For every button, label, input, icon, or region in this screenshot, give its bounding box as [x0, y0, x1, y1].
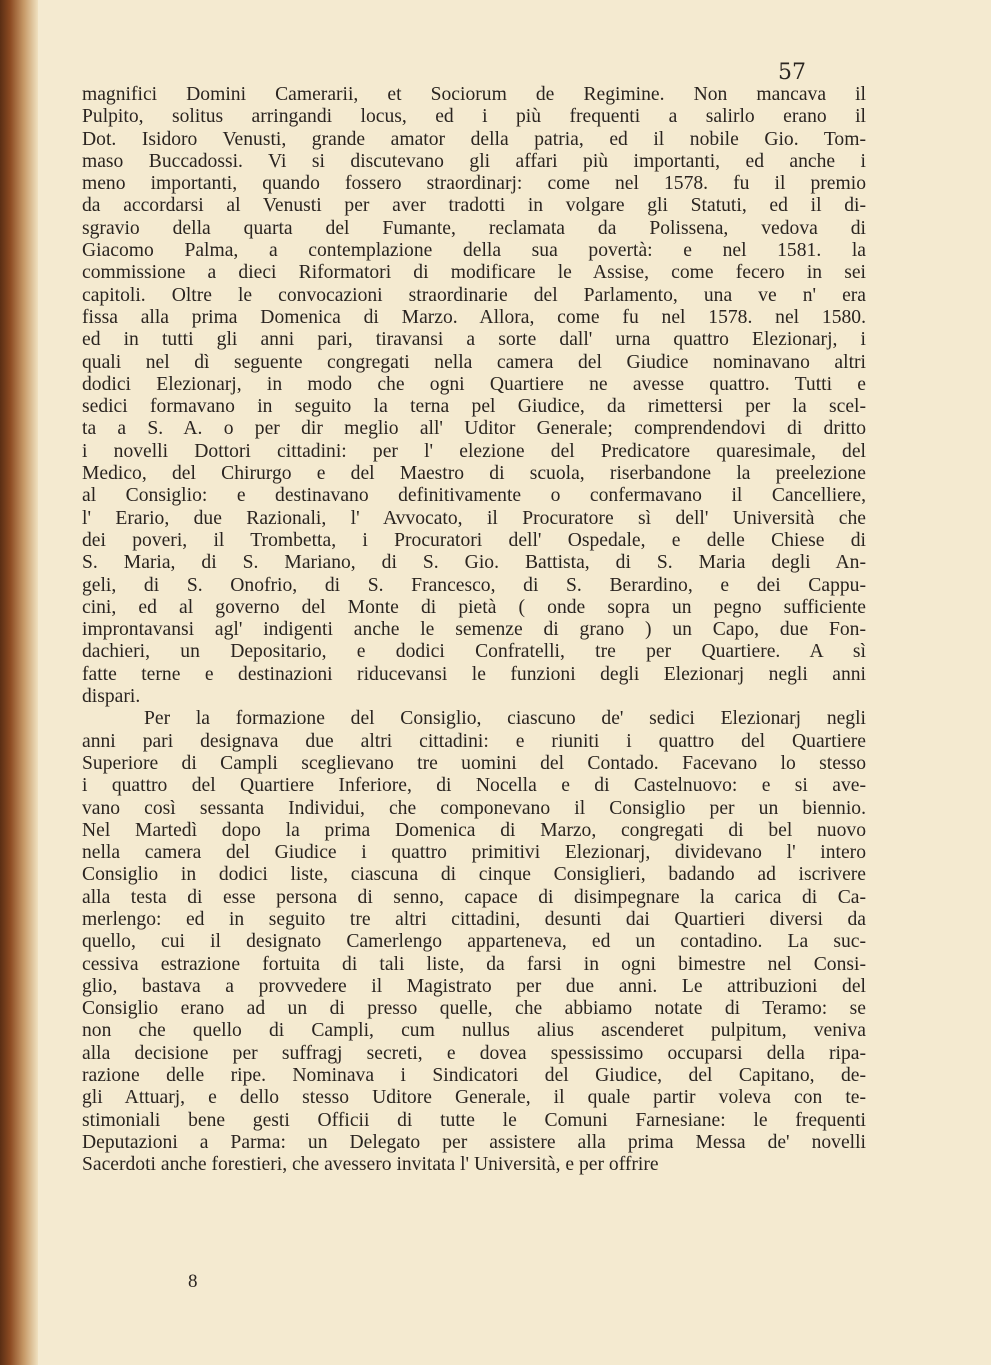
text-line: ta a S. A. o per dir meglio all' Uditor Generale; comprendendovi di dritto [82, 418, 866, 440]
text-line: quello, cui il designato Camerlengo apparteneva, ed un contadino. La suc- [82, 931, 866, 953]
text-line: gli Attuarj, e dello stesso Uditore Generale, il quale partir voleva con te- [82, 1087, 866, 1109]
text-line: merlengo: ed in seguito tre altri cittadini, desunti dai Quartieri diversi da [82, 908, 866, 930]
text-line: dachieri, un Depositario, e dodici Confratelli, tre per Quartiere. A sì [82, 641, 866, 663]
text-line: Sacerdoti anche forestieri, che avessero invitata l' Università, e per offrire [82, 1154, 659, 1176]
text-line: magnifici Domini Camerarii, et Sociorum de Regimine. Non mancava il [82, 84, 866, 105]
text-line: alla testa di esse persona di senno, capace di disimpegnare la carica di Ca- [82, 886, 866, 908]
text-line: nella camera del Giudice i quattro primitivi Elezionarj, dividevano l' intero [82, 842, 866, 864]
text-line: al Consiglio: e destinavano definitivamente o confermavano il Cancelliere, [82, 485, 866, 507]
text-line: geli, di S. Onofrio, di S. Francesco, di S. Berardino, e dei Cappu- [82, 574, 866, 596]
text-line: dispari. [82, 686, 141, 708]
text-line: non che quello di Campli, cum nullus alius ascenderet pulpitum, veniva [82, 1020, 866, 1042]
text-line: dodici Elezionarj, in modo che ogni Quartiere ne avesse quattro. Tutti e [82, 373, 866, 395]
text-line: i novelli Dottori cittadini: per l' elezione del Predicatore quaresimale, del [82, 440, 866, 462]
text-line: glio, bastava a provvedere il Magistrato per due anni. Le attribuzioni del [82, 975, 866, 997]
text-line: alla decisione per suffragj secreti, e dovea spessissimo occuparsi della ripa- [82, 1042, 866, 1064]
text-line: stimoniali bene gesti Officii di tutte le Comuni Farnesiane: le frequenti [82, 1109, 866, 1131]
text-line: sgravio della quarta del Fumante, reclamata da Polissena, vedova di [82, 217, 866, 239]
text-line: vano così sessanta Individui, che componevano il Consiglio per un biennio. [82, 797, 866, 819]
text-line: dei poveri, il Trombetta, i Procuratori dell' Ospedale, e delle Chiese di [82, 529, 866, 551]
text-line: capitoli. Oltre le convocazioni straordinarie del Parlamento, una ve n' era [82, 284, 866, 306]
binding-gutter [0, 0, 38, 1365]
text-line: Consiglio erano ad un di presso quelle, che abbiamo notate di Teramo: se [82, 998, 866, 1020]
text-line: maso Buccadossi. Vi si discutevano gli affari più importanti, ed anche i [82, 150, 866, 172]
text-line: Per la formazione del Consiglio, ciascuno de' sedici Elezionarj negli [144, 708, 866, 730]
text-line: Giacomo Palma, a contemplazione della sua povertà: e nel 1581. la [82, 240, 866, 262]
text-line: Consiglio in dodici liste, ciascuna di cinque Consiglieri, badando ad iscrivere [82, 864, 866, 886]
body-text [82, 84, 866, 1177]
text-line: Superiore di Campli sceglievano tre uomini del Contado. Facevano lo stesso [82, 752, 866, 774]
text-line: i quattro del Quartiere Inferiore, di Nocella e di Castelnuovo: e si ave- [82, 775, 866, 797]
text-line: da accordarsi al Venusti per aver tradotti in volgare gli Statuti, ed il di- [82, 195, 866, 217]
text-line: Dot. Isidoro Venusti, grande amator della patria, ed il nobile Gio. Tom- [82, 128, 866, 150]
page-number: 57 [778, 60, 806, 85]
text-line: improntavansi agl' indigenti anche le semenze di grano ) un Capo, due Fon- [82, 619, 866, 641]
signature-mark: 8 [188, 1271, 198, 1292]
text-line: commissione a dieci Riformatori di modificare le Assise, come fecero in sei [82, 262, 866, 284]
text-line: Nel Martedì dopo la prima Domenica di Marzo, congregati di bel nuovo [82, 819, 866, 841]
text-line: S. Maria, di S. Mariano, di S. Gio. Battista, di S. Maria degli An- [82, 552, 866, 574]
text-line: razione delle ripe. Nominava i Sindicatori del Giudice, del Capitano, de- [82, 1065, 866, 1087]
text-line: quali nel dì seguente congregati nella camera del Giudice nominavano altri [82, 351, 866, 373]
text-line: meno importanti, quando fossero straordinarj: come nel 1578. fu il premio [82, 173, 866, 195]
text-line: ed in tutti gli anni pari, tiravansi a sorte dall' urna quattro Elezionarj, i [82, 329, 866, 351]
text-line: Pulpito, solitus arringandi locus, ed i più frequenti a salirlo erano il [82, 106, 866, 128]
text-line: l' Erario, due Razionali, l' Avvocato, il Procuratore sì dell' Università che [82, 507, 866, 529]
text-line: cini, ed al governo del Monte di pietà ( onde sopra un pegno sufficiente [82, 596, 866, 618]
text-line: anni pari designava due altri cittadini: e riuniti i quattro del Quartiere [82, 730, 866, 752]
text-line: cessiva estrazione fortuita di tali liste, da farsi in ogni bimestre nel Consi- [82, 953, 866, 975]
text-line: Deputazioni a Parma: un Delegato per assistere alla prima Messa de' novelli [82, 1131, 866, 1153]
text-line: fissa alla prima Domenica di Marzo. Allora, come fu nel 1578. nel 1580. [82, 306, 866, 328]
text-line: Medico, del Chirurgo e del Maestro di scuola, riserbandone la preelezione [82, 463, 866, 485]
text-line: fatte terne e destinazioni riducevansi le funzioni degli Elezionarj negli anni [82, 663, 866, 685]
text-line: sedici formavano in seguito la terna pel Giudice, da rimettersi per la scel- [82, 396, 866, 418]
